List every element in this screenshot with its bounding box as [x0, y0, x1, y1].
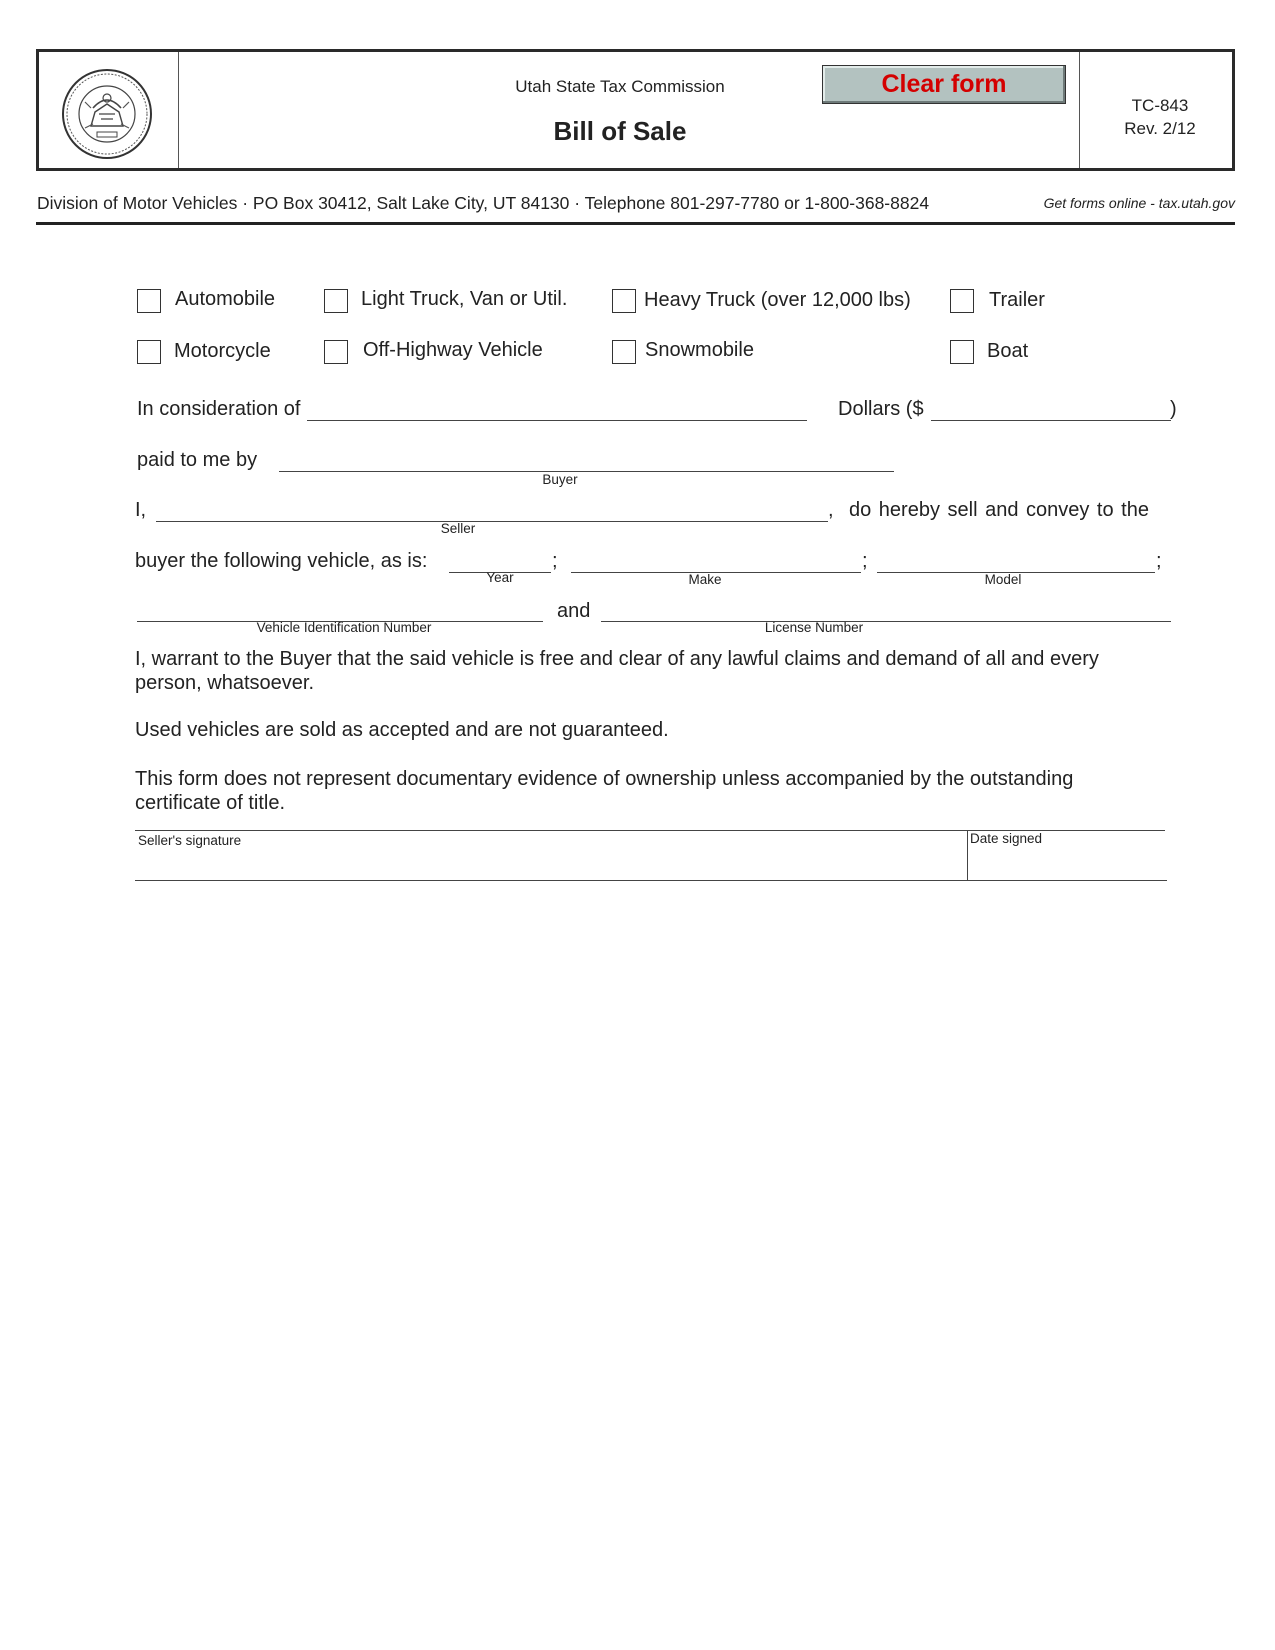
semicolon-make: ;: [862, 550, 868, 572]
checkbox-automobile[interactable]: [137, 289, 161, 313]
used-vehicle-statement: Used vehicles are sold as accepted and are not guaranteed.: [135, 719, 669, 741]
sell-convey-text: do hereby sell and convey to the: [849, 499, 1149, 521]
make-caption: Make: [688, 572, 722, 587]
dollars-label: Dollars ($: [838, 398, 924, 420]
comma: ,: [828, 499, 834, 521]
seller-name-input[interactable]: [156, 497, 828, 522]
and-label: and: [557, 600, 591, 622]
buyer-name-input[interactable]: [279, 447, 894, 472]
checkbox-boat[interactable]: [950, 340, 974, 364]
date-signed-field[interactable]: [970, 850, 1165, 878]
online-link[interactable]: Get forms online - tax.utah.gov: [1043, 195, 1235, 211]
form-number: TC-843: [1131, 96, 1189, 115]
paid-label: paid to me by: [137, 449, 258, 471]
buyer-vehicle-label: buyer the following vehicle, as is:: [135, 550, 428, 572]
state-seal-icon: [61, 68, 153, 160]
label-boat: Boat: [987, 340, 1029, 362]
header-rule: [36, 222, 1235, 225]
checkbox-heavy-truck[interactable]: [612, 289, 636, 313]
seal-cell: [39, 52, 179, 168]
signature-bottom-rule: [135, 880, 1167, 881]
form-title: Bill of Sale: [553, 116, 687, 146]
label-trailer: Trailer: [989, 289, 1045, 311]
vin-caption: Vehicle Identification Number: [256, 620, 432, 635]
checkbox-motorcycle[interactable]: [137, 340, 161, 364]
warrant-statement: I, warrant to the Buyer that the said vehicle is free and clear of any lawful claims and demand of all and every person, whatsoever.: [135, 648, 1099, 694]
checkbox-off-highway[interactable]: [324, 340, 348, 364]
label-automobile: Automobile: [175, 288, 276, 310]
signature-divider: [967, 830, 968, 880]
buyer-caption: Buyer: [542, 472, 578, 487]
dollars-amount-input[interactable]: [931, 396, 1171, 421]
checkbox-snowmobile[interactable]: [612, 340, 636, 364]
label-off-highway: Off-Highway Vehicle: [363, 339, 543, 361]
i-label: I,: [135, 499, 147, 521]
label-heavy-truck: Heavy Truck (over 12,000 lbs): [644, 289, 911, 311]
address-line: Division of Motor Vehicles · PO Box 30412, Salt Lake City, UT 84130 · Telephone 801-297-7780 or 1-800-368-8824: [37, 193, 930, 213]
form-revision: Rev. 2/12: [1124, 119, 1196, 138]
label-motorcycle: Motorcycle: [174, 340, 271, 362]
label-snowmobile: Snowmobile: [645, 339, 754, 361]
seller-signature-label: Seller's signature: [138, 833, 242, 848]
checkbox-light-truck[interactable]: [324, 289, 348, 313]
seller-signature-field[interactable]: [135, 850, 965, 878]
license-caption: License Number: [764, 620, 864, 635]
agency-name: Utah State Tax Commission: [515, 77, 725, 96]
checkbox-trailer[interactable]: [950, 289, 974, 313]
seller-caption: Seller: [440, 521, 476, 536]
license-number-input[interactable]: [601, 597, 1171, 622]
model-input[interactable]: [877, 548, 1155, 573]
semicolon-year: ;: [552, 550, 558, 572]
consideration-label: In consideration of: [137, 398, 301, 420]
model-caption: Model: [984, 572, 1022, 587]
clear-form-button[interactable]: Clear form: [822, 65, 1066, 104]
year-caption: Year: [486, 570, 514, 585]
make-input[interactable]: [571, 548, 861, 573]
date-signed-label: Date signed: [970, 831, 1043, 846]
ownership-statement: This form does not represent documentary evidence of ownership unless accompanied by the outstanding certificate of title.: [135, 768, 1074, 814]
label-light-truck: Light Truck, Van or Util.: [361, 288, 568, 310]
semicolon-model: ;: [1156, 550, 1162, 572]
vin-input[interactable]: [137, 597, 543, 622]
consideration-amount-words-input[interactable]: [307, 396, 807, 421]
dollars-close-paren: ): [1170, 398, 1177, 420]
